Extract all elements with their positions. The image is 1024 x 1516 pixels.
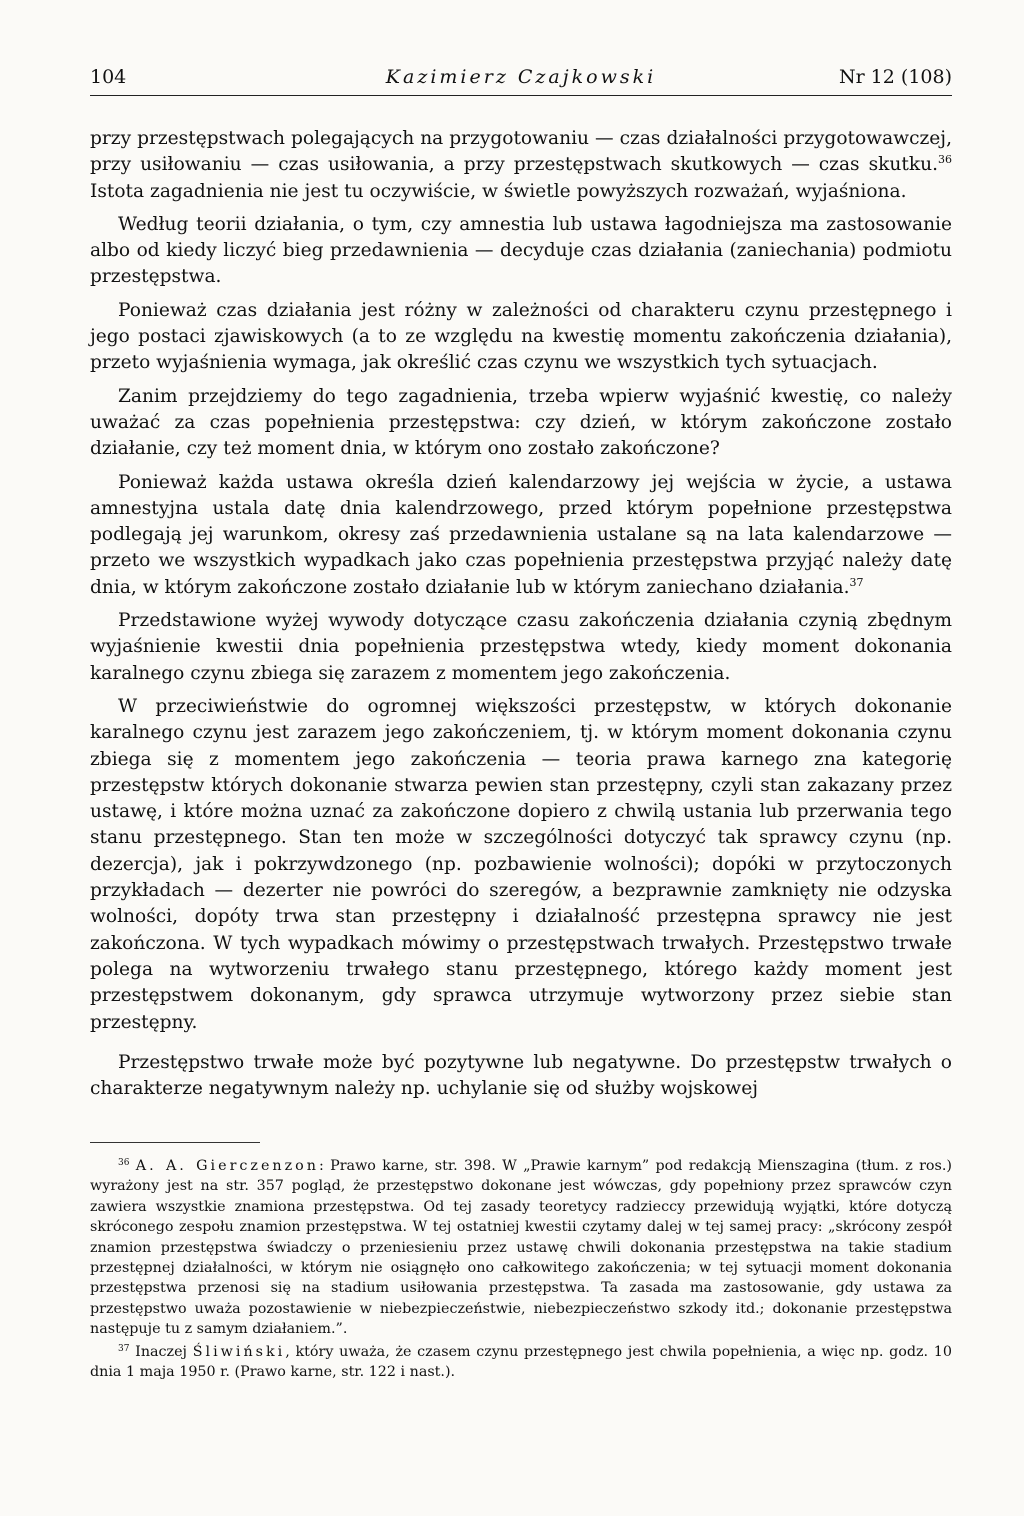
body-text bbox=[90, 126, 952, 1109]
paragraph-3: Ponieważ czas działania jest różny w zależności od charakteru czynu przestępnego i jego postaci zjawiskowych (a to ze względu na kwestię momentu zakończenia działania), przeto wyjaśnienia wymaga, jak określić czas czynu we wszystkich tych sytuacjach. bbox=[90, 299, 952, 374]
footnote-36-author: A. A. Gierczenzon bbox=[135, 1158, 319, 1174]
footnote-36-number: 36 bbox=[118, 1158, 130, 1168]
paragraph-4: Zanim przejdziemy do tego zagadnienia, trzeba wpierw wyjaśnić kwestię, co należy uważać za czas popełnienia przestępstwa: czy dzień, w którym zakończone zostało działanie, czy też moment dnia, w którym ono zostało zakończone? bbox=[90, 385, 952, 460]
paragraph-2: Według teorii działania, o tym, czy amnestia lub ustawa łagodniejsza ma zastosowanie albo od kiedy liczyć bieg przedawnienia — decyduje czas działania (zaniechania) podmiotu przestępstwa. bbox=[90, 213, 952, 288]
issue-number: Nr 12 (108) bbox=[838, 66, 952, 88]
paragraph-8: Przestępstwo trwałe może być pozytywne lub negatywne. Do przestępstw trwałych o charakterze negatywnym należy np. uchylanie się od służby wojskowej bbox=[90, 1051, 952, 1100]
footnote-37-number: 37 bbox=[118, 1343, 130, 1354]
header-rule bbox=[90, 95, 952, 96]
paragraph-5 bbox=[90, 470, 952, 601]
journal-page bbox=[90, 60, 952, 1490]
footnote-rule bbox=[90, 1142, 260, 1143]
footnote-37-author: Śliwiński bbox=[192, 1343, 286, 1360]
page-number: 104 bbox=[90, 66, 127, 88]
paragraph-1 bbox=[90, 126, 952, 205]
footnote-36 bbox=[90, 1156, 952, 1340]
paragraph-1-continuation: Istota zagadnienia nie jest tu oczywiście, w świetle powyższych rozważań, wyjaśniona. bbox=[90, 180, 907, 202]
footnote-36-text: : Prawo karne, str. 398. W „Prawie karnym” pod redakcją Mienszagina (tłum. z ros.) wyrażony jest na str. 357 pogląd, że przestępstwo dokonane jest wówczas, gdy popełniony przez sprawców czyn zawiera wszystkie znamiona przestępstwa. Od tej zasady teoretycy radzieccy przewidują wyjątki, które dotyczą skróconego zespołu znamion przestępstwa. W tej ostatniej kwestii czytamy dalej w tej samej pracy: „skrócony zespół znamion przestępstwa świadczy o przeniesieniu przez ustawę chwili dokonania przestępstwa na takie stadium przestępnej działalności, w którym nie osiągnęło ono całkowitego zakończenia; w tej sytuacji moment dokonania przestępstwa przenosi się na stadium usiłowania przestępstwa. Ta zasada ma zastosowanie, gdy ustawa za przestępstwo uważa pozostawienie w niebezpieczeństwie, niebezpieczeństwo szkody itd.; dokonanie przestępstwa następuje tu z samym działaniem.”. bbox=[90, 1158, 952, 1338]
footnote-ref-36[interactable]: 36 bbox=[938, 153, 952, 167]
running-head-author: Kazimierz Czajkowski bbox=[385, 66, 657, 88]
running-head bbox=[90, 60, 952, 94]
footnotes bbox=[90, 1156, 952, 1384]
paragraph-6: Przedstawione wyżej wywody dotyczące czasu zakończenia działania czynią zbędnym wyjaśnienie kwestii dnia popełnienia przestępstwa wtedy, kiedy moment dokonania karalnego czynu zbiega się zarazem z momentem jego zakończenia. bbox=[90, 610, 952, 684]
footnote-ref-37[interactable]: 37 bbox=[849, 575, 864, 589]
paragraph-1-text: przy przestępstwach polegających na przygotowaniu — czas działalności przygotowawczej, przy usiłowaniu — czas usiłowania, a przy przestępstwach skutkowych — czas skutku. bbox=[90, 128, 952, 176]
paragraph-7: W przeciwieństwie do ogromnej większości przestępstw, w których dokonanie karalnego czynu jest zarazem jego zakończeniem, tj. w którym moment dokonania czynu zbiega się z momentem jego zakończenia — teoria prawa karnego zna kategorię przestępstw których dokonanie stwarza pewien stan przestępny, czyli stan zakazany przez ustawę, i które można uznać za zakończone dopiero z chwilą ustania lub przerwania tego stanu przestępnego. Stan ten może w szczególności dotyczyć tak sprawcy czynu (np. dezercja), jak i pokrzywdzonego (np. pozbawienie wolności); dopóki w przytoczonych przykładach — dezerter nie powróci do szeregów, a bezprawnie zamknięty nie odzyska wolności, dopóty trwa stan przestępny i działalność przestępna sprawcy nie jest zakończona. W tych wypadkach mówimy o przestępstwach trwałych. Przestępstwo trwałe polega na wytworzeniu trwałego stanu przestępnego, którego każdy moment jest przestępstwem dokonanym, gdy sprawca utrzymuje wytworzony przez siebie stan przestępny. bbox=[90, 695, 952, 1033]
paragraph-5-text: Ponieważ każda ustawa określa dzień kalendarzowy jej wejścia w życie, a ustawa amnestyjna ustala datę dnia kalendrzowego, przed którym popełnione przestępstwa podlegają jej warunkom, okresy zaś przedawnienia ustalane są na lata kalendarzowe — przeto we wszystkich wypadkach jako czas popełnienia przestępstwa przyjąć należy datę dnia, w którym zakończone zostało działanie lub w którym zaniechano działania. bbox=[90, 471, 952, 598]
footnote-37-prefix: Inaczej bbox=[129, 1343, 193, 1360]
footnote-37-text: , który uważa, że czasem czynu przestępnego jest chwila popełnienia, a więc np. godz. 10 dnia 1 maja 1950 r. (Prawo karne, str. 122 i nast.). bbox=[90, 1343, 953, 1381]
footnote-37 bbox=[90, 1342, 952, 1383]
